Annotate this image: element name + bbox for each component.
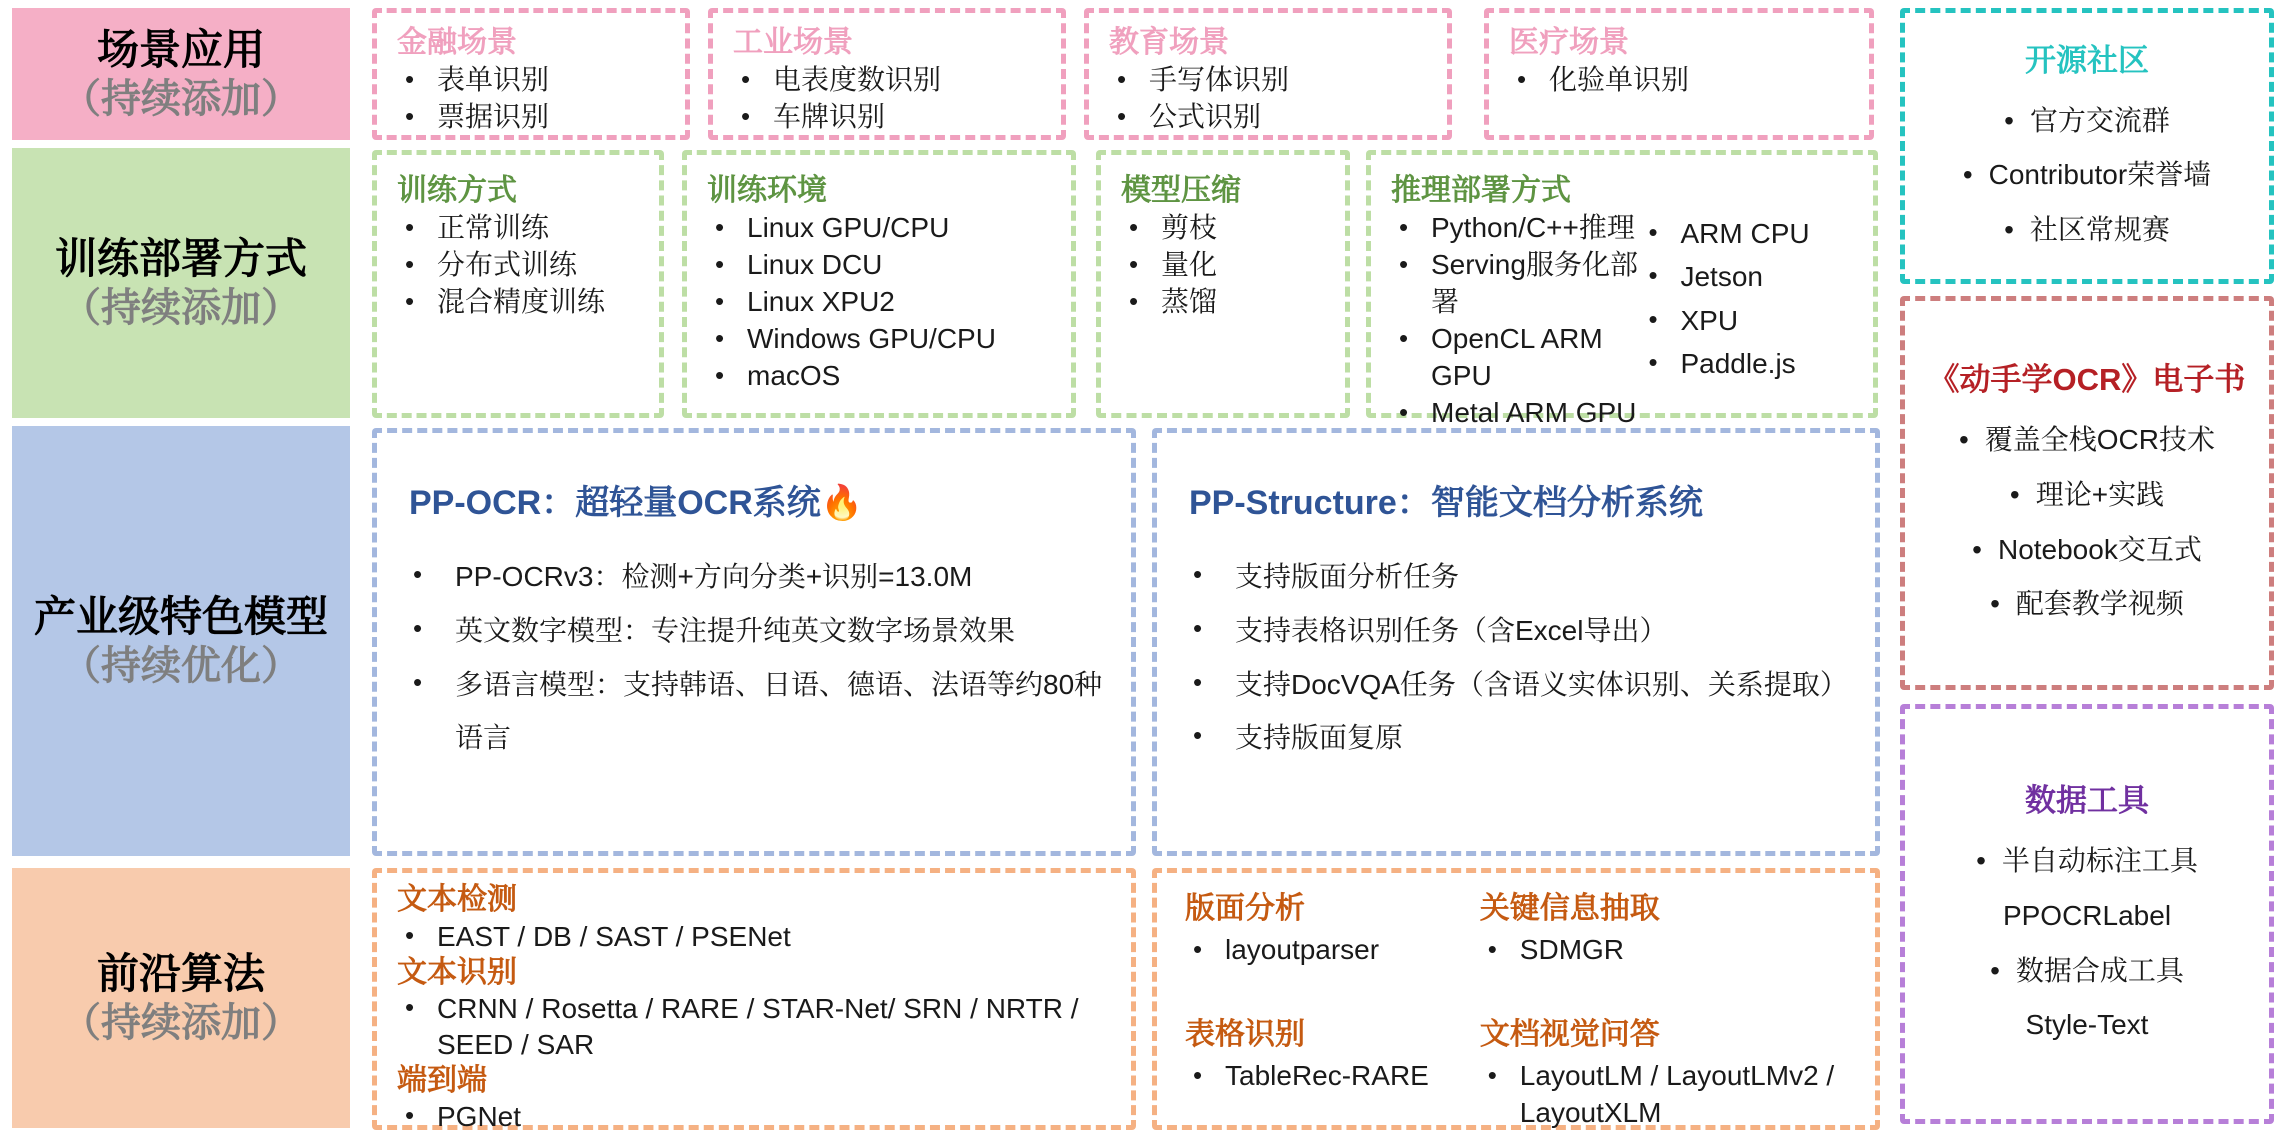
bullet-icon: • bbox=[1193, 934, 1203, 964]
list-item: • Notebook交互式 bbox=[1972, 533, 2202, 565]
bullet-icon: • bbox=[741, 100, 751, 131]
bullet-icon: • bbox=[405, 919, 415, 950]
list-item: • Contributor荣誉墙 bbox=[1962, 159, 2212, 191]
bullet-icon: • bbox=[405, 64, 415, 94]
medical-scene-box bbox=[1484, 8, 1874, 140]
table-recognition-section bbox=[1185, 1015, 1480, 1132]
pp-structure-box bbox=[1152, 428, 1880, 856]
bullet-icon: • bbox=[1129, 248, 1139, 279]
bullet-icon: • bbox=[405, 100, 415, 131]
model-compression-header: 模型压缩 bbox=[1121, 174, 1241, 207]
bullet-icon: • bbox=[1399, 248, 1409, 279]
layout-analysis-header: 版面分析 bbox=[1185, 892, 1305, 925]
bullet-icon: • bbox=[1129, 285, 1139, 316]
key-info-extraction-header: 关键信息抽取 bbox=[1479, 892, 1660, 925]
bullet-icon: • bbox=[1487, 934, 1497, 964]
bullet-icon: • bbox=[741, 64, 751, 94]
model-compression-box bbox=[1096, 150, 1350, 418]
pp-ocr-title: PP-OCR：超轻量OCR系统🔥 bbox=[409, 484, 864, 522]
bullet-icon: • bbox=[405, 1100, 415, 1131]
industry-scene-box bbox=[708, 8, 1066, 140]
list-item: • 公式识别 bbox=[1109, 99, 1427, 136]
training-methods-header: 训练方式 bbox=[397, 174, 517, 207]
text-detection-header: 文本检测 bbox=[397, 883, 517, 916]
bullet-icon: • bbox=[1976, 845, 1986, 877]
list-item: • 覆盖全栈OCR技术 bbox=[1958, 424, 2216, 456]
finance-scene-box bbox=[372, 8, 690, 140]
band-subtitle: （持续添加） bbox=[61, 77, 301, 122]
pp-structure-title: PP-Structure：智能文档分析系统 bbox=[1189, 484, 1703, 522]
bullet-icon: • bbox=[2004, 104, 2014, 136]
finance-scene-header: 金融场景 bbox=[397, 26, 517, 59]
bullet-icon: • bbox=[1648, 347, 1658, 378]
education-scene-box bbox=[1084, 8, 1452, 140]
list-item: • 多语言模型：支持韩语、日语、德语、法语等约80种语言 bbox=[403, 658, 1105, 766]
doc-vqa-section bbox=[1480, 1015, 1855, 1132]
list-item: • 社区常规赛 bbox=[2004, 213, 2170, 245]
bullet-icon: • bbox=[1193, 612, 1203, 643]
bullet-icon: • bbox=[405, 285, 415, 316]
end-to-end-header: 端到端 bbox=[397, 1063, 487, 1097]
bullet-icon: • bbox=[1193, 720, 1203, 751]
band-subtitle: （持续添加） bbox=[61, 286, 301, 331]
list-item: • 支持版面复原 bbox=[1183, 711, 1849, 765]
band-industrial-models bbox=[12, 426, 350, 856]
bullet-icon: • bbox=[1129, 212, 1139, 242]
key-info-extraction-section bbox=[1480, 889, 1855, 969]
medical-scene-header: 医疗场景 bbox=[1509, 26, 1629, 59]
band-title: 产业级特色模型 bbox=[33, 592, 328, 640]
list-item: • 车牌识别 bbox=[733, 99, 1041, 136]
bullet-icon: • bbox=[715, 212, 725, 242]
list-item: • EAST / DB / SAST / PSENet bbox=[397, 919, 1111, 954]
fire-icon: 🔥 bbox=[820, 484, 864, 522]
list-item: • Serving服务化部署 bbox=[1391, 247, 1640, 321]
training-methods-box bbox=[372, 150, 664, 418]
list-item: • 数据合成工具 bbox=[1990, 954, 2184, 986]
data-tools-box bbox=[1900, 704, 2274, 1124]
open-source-community-box bbox=[1900, 8, 2274, 284]
list-item: • Metal ARM GPU bbox=[1391, 395, 1640, 432]
list-item: • 理论+实践 bbox=[2009, 478, 2165, 510]
list-item: • Jetson bbox=[1640, 255, 1853, 298]
list-item: • Python/C++推理 bbox=[1391, 210, 1640, 247]
text-algorithms-box bbox=[372, 868, 1136, 1133]
tool-name: PPOCRLabel bbox=[2002, 899, 2172, 931]
band-training-deployment bbox=[12, 148, 350, 418]
list-item: • PP-OCRv3：检测+方向分类+识别=13.0M bbox=[403, 550, 1105, 604]
list-item: • Linux GPU/CPU bbox=[707, 210, 1051, 247]
bullet-icon: • bbox=[1399, 322, 1409, 353]
list-item: • 电表度数识别 bbox=[733, 62, 1041, 99]
band-frontier-algorithms bbox=[12, 868, 350, 1128]
list-item: • 配套教学视频 bbox=[1990, 588, 2184, 620]
document-algorithms-box bbox=[1152, 868, 1880, 1130]
list-item: • 化验单识别 bbox=[1509, 62, 1849, 99]
bullet-icon: • bbox=[1648, 260, 1658, 291]
bullet-icon: • bbox=[1517, 64, 1527, 94]
list-item: • XPU bbox=[1640, 299, 1853, 342]
bullet-icon: • bbox=[1648, 303, 1658, 334]
list-item: • 支持版面分析任务 bbox=[1183, 550, 1849, 604]
list-item: • macOS bbox=[707, 358, 1051, 395]
list-item: • TableRec-RARE bbox=[1185, 1058, 1480, 1095]
list-item: • 表单识别 bbox=[397, 62, 665, 99]
training-environments-box bbox=[682, 150, 1076, 418]
data-tools-title: 数据工具 bbox=[2025, 783, 2149, 819]
list-item: • PGNet bbox=[397, 1099, 1111, 1134]
bullet-icon: • bbox=[405, 212, 415, 242]
list-item: • OpenCL ARM GPU bbox=[1391, 321, 1640, 395]
bullet-icon: • bbox=[1990, 588, 2000, 620]
bullet-icon: • bbox=[1990, 954, 2000, 986]
list-item: • Linux DCU bbox=[707, 247, 1051, 284]
list-item: • Windows GPU/CPU bbox=[707, 321, 1051, 358]
list-item: • 官方交流群 bbox=[2004, 104, 2170, 136]
bullet-icon: • bbox=[1399, 212, 1409, 242]
bullet-icon: • bbox=[1962, 159, 1973, 191]
bullet-icon: • bbox=[1193, 1059, 1203, 1090]
list-item: • 支持DocVQA任务（含语义实体识别、关系提取） bbox=[1183, 658, 1849, 712]
ocr-ebook-box bbox=[1900, 296, 2274, 690]
list-item: • 票据识别 bbox=[397, 99, 665, 136]
bullet-icon: • bbox=[1117, 100, 1127, 131]
list-item: • 支持表格识别任务（含Excel导出） bbox=[1183, 604, 1849, 658]
tool-name: Style-Text bbox=[2025, 1009, 2149, 1041]
ebook-title: 《动手学OCR》电子书 bbox=[1928, 362, 2246, 398]
bullet-icon: • bbox=[1958, 424, 1969, 456]
band-title: 前沿算法 bbox=[96, 949, 265, 997]
training-environments-header: 训练环境 bbox=[707, 174, 827, 207]
list-item: • 混合精度训练 bbox=[397, 284, 639, 321]
list-item: • Linux XPU2 bbox=[707, 284, 1051, 321]
list-item: • Paddle.js bbox=[1640, 342, 1853, 385]
bullet-icon: • bbox=[2009, 478, 2020, 510]
list-item: • 剪枝 bbox=[1121, 210, 1325, 247]
list-item: • 分布式训练 bbox=[397, 247, 639, 284]
industry-scene-header: 工业场景 bbox=[733, 26, 853, 59]
bullet-icon: • bbox=[413, 559, 423, 589]
list-item: • 正常训练 bbox=[397, 210, 639, 247]
list-item: • CRNN / Rosetta / RARE / STAR-Net/ SRN / NRTR / SEED / SAR bbox=[397, 991, 1111, 1062]
band-subtitle: （持续添加） bbox=[61, 1001, 301, 1046]
bullet-icon: • bbox=[405, 992, 415, 1023]
bullet-icon: • bbox=[2004, 213, 2014, 245]
bullet-icon: • bbox=[1193, 666, 1203, 697]
inference-deployment-header: 推理部署方式 bbox=[1391, 174, 1571, 207]
list-item: • layoutparser bbox=[1185, 932, 1480, 969]
band-title: 场景应用 bbox=[96, 25, 265, 73]
bullet-icon: • bbox=[1193, 559, 1203, 589]
bullet-icon: • bbox=[413, 666, 423, 697]
education-scene-header: 教育场景 bbox=[1109, 26, 1229, 59]
bullet-icon: • bbox=[1972, 533, 1982, 565]
list-item: • 量化 bbox=[1121, 247, 1325, 284]
list-item: • ARM CPU bbox=[1640, 212, 1853, 255]
band-title: 训练部署方式 bbox=[54, 234, 307, 282]
list-item: • 手写体识别 bbox=[1109, 62, 1427, 99]
inference-deployment-box bbox=[1366, 150, 1878, 428]
list-item: • 半自动标注工具 bbox=[1976, 845, 2198, 877]
list-item: • LayoutLM / LayoutLMv2 / LayoutXLM bbox=[1480, 1058, 1855, 1132]
list-item: • SDMGR bbox=[1480, 932, 1855, 969]
bullet-icon: • bbox=[405, 248, 415, 279]
list-item: • 蒸馏 bbox=[1121, 284, 1325, 321]
band-scene-applications bbox=[12, 8, 350, 140]
bullet-icon: • bbox=[1648, 217, 1658, 247]
community-title: 开源社区 bbox=[2025, 42, 2149, 78]
list-item: • 英文数字模型：专注提升纯英文数字场景效果 bbox=[403, 604, 1105, 658]
bullet-icon: • bbox=[715, 359, 725, 390]
bullet-icon: • bbox=[715, 322, 725, 353]
bullet-icon: • bbox=[1487, 1059, 1497, 1090]
bullet-icon: • bbox=[413, 612, 423, 643]
layout-analysis-section bbox=[1185, 889, 1480, 969]
doc-vqa-header: 文档视觉问答 bbox=[1479, 1017, 1660, 1051]
bullet-icon: • bbox=[715, 285, 725, 316]
bullet-icon: • bbox=[1399, 396, 1409, 427]
bullet-icon: • bbox=[715, 248, 725, 279]
bullet-icon: • bbox=[1117, 64, 1127, 94]
pp-ocr-box bbox=[372, 428, 1136, 856]
band-subtitle: （持续优化） bbox=[61, 644, 301, 689]
table-recognition-header: 表格识别 bbox=[1185, 1017, 1305, 1051]
text-recognition-header: 文本识别 bbox=[397, 955, 517, 989]
